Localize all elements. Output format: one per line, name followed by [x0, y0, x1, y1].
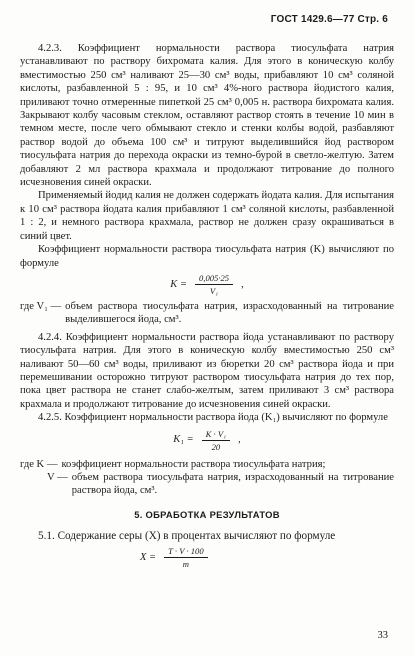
- formula-k1-numerator: K · V₁: [202, 429, 230, 441]
- definition-v: [20, 471, 394, 498]
- formula-x-fraction: [164, 546, 208, 569]
- definition-k-text: коэффициент нормальности раствора тиосульфата натрия;: [61, 458, 326, 470]
- definition-v-text: объем раствора тиосульфата натрия, израсходованный на титрование раствора йода, см³.: [71, 471, 394, 497]
- formula-x: [20, 546, 394, 569]
- formula-k: [20, 273, 394, 296]
- formula-k1-fraction: [202, 429, 230, 452]
- formula-x-numerator: T · V · 100: [164, 546, 208, 558]
- page-number: 33: [377, 630, 388, 641]
- formula-x-lhs: X =: [140, 551, 157, 563]
- paragraph-coef-k: Коэффициент нормальности раствора тиосульфата натрия (K) вычисляют по формуле: [20, 244, 394, 269]
- section-title: 5. ОБРАБОТКА РЕЗУЛЬТАТОВ: [134, 508, 280, 520]
- formula-k1-denominator: 20: [211, 441, 221, 452]
- definition-v1: [20, 300, 394, 327]
- paragraph-iodide-check: Применяемый йодид калия не должен содержать йодата калия. Для испытания к 10 см³ раствора йодата калия прибавляют 1 см³ соляной кислоты, разбавленной 1 : 2, и немного раствора крахмала, раствор не должен сразу окрашиваться в синий цвет.: [20, 190, 394, 242]
- formula-k-lhs: K =: [170, 278, 187, 290]
- formula-k1: [20, 429, 394, 452]
- paragraph-5-1: 5.1. Содержание серы (X) в процентах вычисляют по формуле: [38, 530, 336, 543]
- running-header: ГОСТ 1429.6—77 Стр. 6: [270, 14, 388, 25]
- formula-k-fraction: [195, 273, 233, 296]
- definition-k-lead: где K —: [20, 458, 58, 470]
- formula-k1-lhs: K₁ =: [173, 434, 194, 446]
- definition-v1-lead: где V₁ —: [20, 300, 62, 312]
- paragraph-4-2-5: 4.2.5. Коэффициент нормальности раствора йода (K₁) вычисляют по формуле: [38, 412, 388, 424]
- paragraph-4-2-4: 4.2.4. Коэффициент нормальности раствора йода устанавливают по раствору тиосульфата натрия. Для этого в коническую колбу вместимостью 250 см³ наливают 50—60 см³ воды, приливают из бюретки 20 см³ раствора йода и при перемешивании осторожно титруют раствором тиосульфата натрия до тех пор, пока цвет раствора не станет слабо-желтым, затем приливают 3 см³ раствора крахмала и продолжают титрование до исчезновения синей окраски.: [20, 331, 394, 410]
- formula-x-denominator: m: [182, 559, 189, 570]
- formula-k-denominator: V₁: [209, 285, 219, 296]
- formula-k-numerator: 0,005·25: [195, 273, 233, 285]
- definition-k: [20, 458, 394, 471]
- paragraph-4-2-3: 4.2.3. Коэффициент нормальности раствора тиосульфата натрия устанавливают по раствору бихромата калия. Для этого в коническую колбу вместимостью 250 см³ наливают 25—30 см³ воды, прибавляют 10 см³ соляной кислоты, разбавленной 5 : 95, и 10 см³ 4%-ного раствора йодистого калия, приливают точно отмеренные пипеткой 25 см³ 0,005 н. раствора бихромата калия. Закрывают колбу часовым стеклом, оставляют раствор стоять в течение 10 мин в темном месте, после чего обмывают стекло и стенки колбы водой, разбавляют раствор водой до объема 100 см³ и титруют выделившийся йод раствором тиосульфата натрия до перехода окраски из темно-бурой в светло-желтую. Затем добавляют 2 мл раствора крахмала и продолжают титрование до полного исчезновения синей окраски.: [20, 43, 394, 189]
- formula-k-tail: ,: [241, 278, 244, 290]
- formula-k1-tail: ,: [238, 434, 241, 446]
- definition-v1-text: объем раствора тиосульфата натрия, израсходованный на титрование выделившегося йода, см³.: [65, 300, 394, 326]
- document-body: [20, 42, 394, 573]
- definition-v-lead: V —: [47, 471, 68, 483]
